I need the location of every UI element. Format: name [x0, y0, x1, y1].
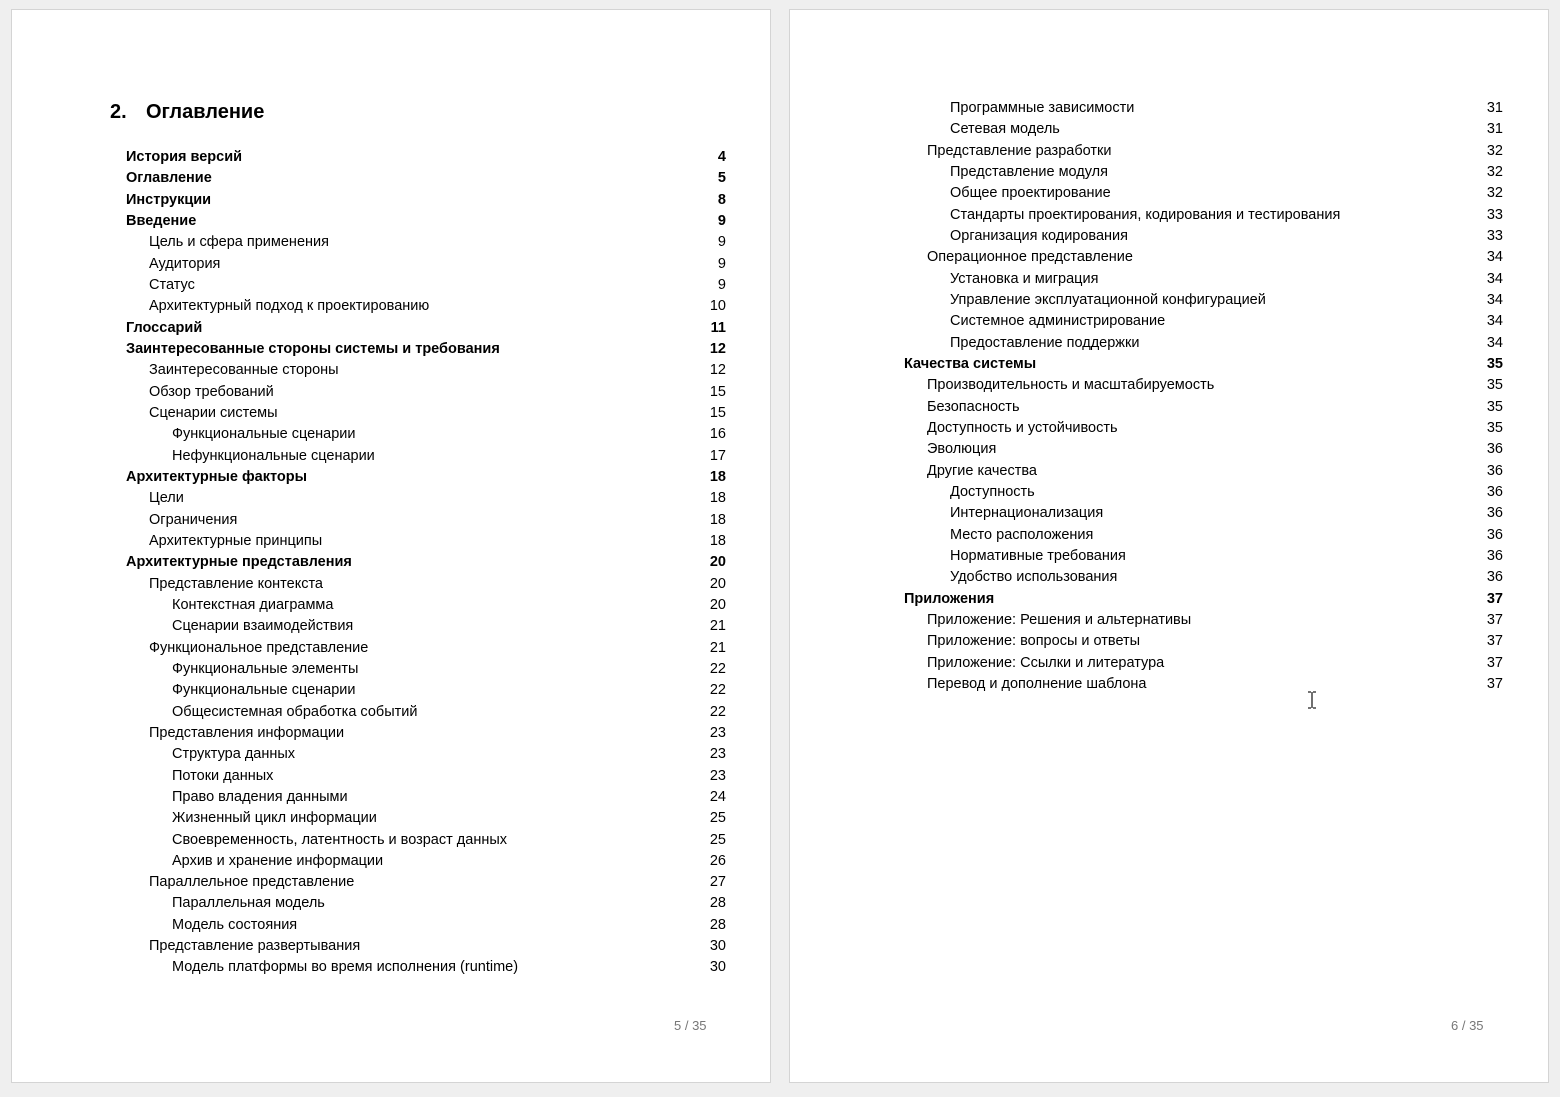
toc-entry-title[interactable]: Функциональные элементы: [172, 660, 359, 677]
toc-entry[interactable]: [790, 290, 1550, 311]
toc-entry-page[interactable]: 32: [1486, 185, 1503, 202]
toc-entry-title[interactable]: Общее проектирование: [950, 185, 1111, 202]
toc-entry-page[interactable]: 36: [1486, 441, 1503, 458]
toc-entry[interactable]: [12, 893, 772, 914]
toc-entry-title[interactable]: Приложение: вопросы и ответы: [927, 633, 1141, 650]
toc-entry-title[interactable]: Нефункциональные сценарии: [172, 447, 375, 464]
toc-entry-title[interactable]: Введение: [126, 212, 197, 229]
toc-entry-title[interactable]: Безопасность: [927, 398, 1020, 415]
toc-entry-title[interactable]: Функциональные сценарии: [172, 682, 356, 699]
toc-entry-title[interactable]: Архив и хранение информации: [172, 852, 384, 869]
toc-entry[interactable]: [790, 439, 1550, 460]
toc-entry-page[interactable]: 20: [709, 554, 726, 571]
toc-entry-page[interactable]: 37: [1486, 590, 1503, 607]
toc-entry-title[interactable]: Параллельная модель: [172, 895, 325, 912]
toc-entry[interactable]: [12, 552, 772, 573]
toc-entry-page[interactable]: 20: [709, 596, 726, 613]
toc-entry-title[interactable]: Статус: [149, 276, 195, 293]
toc-entry-title[interactable]: Представление разработки: [927, 142, 1112, 159]
toc-entry[interactable]: [790, 461, 1550, 482]
toc-entry-title[interactable]: Своевременность, латентность и возраст данных: [172, 831, 508, 848]
text-cursor-icon: [1306, 691, 1318, 709]
toc-entry-title[interactable]: Установка и миграция: [950, 270, 1099, 287]
toc-entry[interactable]: [790, 375, 1550, 396]
toc-entry-page[interactable]: 35: [1486, 377, 1503, 394]
toc-entry-page[interactable]: 9: [717, 234, 726, 251]
toc-entry-page[interactable]: 37: [1486, 611, 1503, 628]
toc-entry[interactable]: [12, 403, 772, 424]
toc-entry-title[interactable]: Сетевая модель: [950, 121, 1060, 138]
toc-entry-page[interactable]: 9: [717, 276, 726, 293]
toc-entry-page[interactable]: 12: [709, 362, 726, 379]
toc-entry-page[interactable]: 30: [709, 938, 726, 955]
toc-entry-page[interactable]: 15: [709, 404, 726, 421]
toc-entry[interactable]: [790, 247, 1550, 268]
toc-entry[interactable]: [790, 631, 1550, 652]
toc-entry[interactable]: [790, 333, 1550, 354]
toc-entry[interactable]: [12, 531, 772, 552]
toc-entry[interactable]: [12, 318, 772, 339]
toc-entry-page[interactable]: 36: [1486, 483, 1503, 500]
toc-entry-page[interactable]: 34: [1486, 334, 1503, 351]
toc-entry-page[interactable]: 23: [709, 724, 726, 741]
toc-entry-page[interactable]: 31: [1486, 100, 1503, 116]
toc-entry[interactable]: [12, 339, 772, 360]
toc-entry-page[interactable]: 20: [709, 575, 726, 592]
toc-entry-page[interactable]: 18: [709, 490, 726, 507]
toc-entry-page[interactable]: 35: [1486, 398, 1503, 415]
toc-entry[interactable]: [790, 397, 1550, 418]
toc-entry-title[interactable]: Инструкции: [126, 191, 212, 208]
toc-entry-title[interactable]: Программные зависимости: [950, 100, 1135, 116]
toc-entry-page[interactable]: 37: [1486, 654, 1503, 671]
toc-entry[interactable]: [12, 702, 772, 723]
toc-entry-title[interactable]: Право владения данными: [172, 788, 348, 805]
toc-entry-title[interactable]: Доступность: [950, 483, 1035, 500]
section-number: 2.: [110, 101, 127, 123]
toc-entry[interactable]: [12, 957, 772, 978]
toc-entry[interactable]: [12, 915, 772, 936]
page-number-footer: 6 / 35: [1451, 1018, 1484, 1033]
toc-entry-title[interactable]: Организация кодирования: [950, 227, 1128, 244]
toc-entry-title[interactable]: Приложение: Решения и альтернативы: [927, 611, 1192, 628]
toc-entry-page[interactable]: 5: [717, 170, 726, 187]
toc-entry[interactable]: [12, 382, 772, 403]
toc-entry-page[interactable]: 21: [709, 618, 726, 635]
toc-entry-page[interactable]: 11: [710, 319, 726, 336]
toc-entry-page[interactable]: 33: [1486, 206, 1503, 223]
toc-entry-title[interactable]: Функциональное представление: [149, 639, 369, 656]
toc-entry-page[interactable]: 32: [1486, 163, 1503, 180]
toc-entry-title[interactable]: Параллельное представление: [149, 874, 355, 891]
toc-entry-page[interactable]: 21: [709, 639, 726, 656]
toc-entry-page[interactable]: 31: [1486, 121, 1503, 138]
toc-entry-title[interactable]: Системное администрирование: [950, 313, 1166, 330]
toc-entry[interactable]: [12, 574, 772, 595]
toc-entry[interactable]: [790, 482, 1550, 503]
toc-entry-title[interactable]: Потоки данных: [172, 767, 274, 784]
toc-entry[interactable]: [790, 525, 1550, 546]
toc-entry-title[interactable]: Предоставление поддержки: [950, 334, 1140, 351]
toc-entry-page[interactable]: 34: [1486, 291, 1503, 308]
toc-entry[interactable]: [790, 226, 1550, 247]
toc-entry[interactable]: [12, 467, 772, 488]
toc-entry[interactable]: [12, 254, 772, 275]
toc-entry-page[interactable]: 32: [1486, 142, 1503, 159]
toc-entry[interactable]: [12, 211, 772, 232]
toc-entry-page[interactable]: 22: [709, 703, 726, 720]
toc-entry-page[interactable]: 10: [709, 298, 726, 315]
toc-entry-page[interactable]: 12: [709, 340, 726, 357]
toc-entry[interactable]: [790, 354, 1550, 375]
toc-entry[interactable]: [12, 190, 772, 211]
toc-entry-title[interactable]: Общесистемная обработка событий: [172, 703, 418, 720]
toc-entry[interactable]: [12, 680, 772, 701]
toc-entry-title[interactable]: Аудитория: [149, 255, 221, 272]
toc-entry[interactable]: [12, 296, 772, 317]
toc-entry[interactable]: [790, 269, 1550, 290]
toc-entry-title[interactable]: Удобство использования: [950, 569, 1118, 586]
toc-entry-page[interactable]: 36: [1486, 505, 1503, 522]
toc-entry-title[interactable]: Оглавление: [126, 170, 212, 187]
toc-entry-page[interactable]: 9: [717, 255, 726, 272]
toc-entry[interactable]: [790, 567, 1550, 588]
toc-entry[interactable]: [12, 168, 772, 189]
toc-entry-page[interactable]: 36: [1486, 569, 1503, 586]
section-title: Оглавление: [146, 101, 265, 123]
toc-entry-title[interactable]: Стандарты проектирования, кодирования и тестирования: [950, 206, 1341, 223]
toc-entry[interactable]: [12, 808, 772, 829]
toc-entry-title[interactable]: Модель платформы во время исполнения (runtime): [172, 959, 519, 976]
toc-entry[interactable]: [790, 119, 1550, 140]
toc-entry[interactable]: [12, 723, 772, 744]
toc-entry-title[interactable]: Структура данных: [172, 746, 296, 763]
toc-entry[interactable]: [12, 595, 772, 616]
toc-entry-page[interactable]: 25: [709, 831, 726, 848]
toc-entry-page[interactable]: 25: [709, 810, 726, 827]
toc-list: [12, 147, 772, 979]
toc-entry[interactable]: [12, 744, 772, 765]
toc-entry-page[interactable]: 37: [1486, 675, 1503, 692]
toc-entry-title[interactable]: Обзор требований: [149, 383, 274, 400]
toc-entry-title[interactable]: Архитектурные принципы: [149, 532, 323, 549]
toc-entry-page[interactable]: 35: [1486, 355, 1503, 372]
toc-entry[interactable]: [12, 872, 772, 893]
toc-entry[interactable]: [12, 446, 772, 467]
toc-entry[interactable]: [790, 205, 1550, 226]
toc-entry-page[interactable]: 15: [709, 383, 726, 400]
toc-entry[interactable]: [12, 232, 772, 253]
toc-entry-page[interactable]: 4: [717, 149, 726, 165]
toc-entry[interactable]: [790, 183, 1550, 204]
toc-entry-page[interactable]: 26: [709, 852, 726, 869]
toc-entry-page[interactable]: 18: [709, 468, 726, 485]
toc-entry[interactable]: [12, 424, 772, 445]
toc-entry-title[interactable]: Ограничения: [149, 511, 238, 528]
toc-entry-title[interactable]: Архитектурные представления: [126, 554, 352, 571]
toc-entry-page[interactable]: 34: [1486, 249, 1503, 266]
toc-entry-title[interactable]: Другие качества: [927, 462, 1037, 479]
toc-entry-page[interactable]: 18: [709, 511, 726, 528]
toc-entry[interactable]: [12, 659, 772, 680]
toc-entry-page[interactable]: 34: [1486, 270, 1503, 287]
toc-entry-title[interactable]: Управление эксплуатационной конфигурацией: [950, 291, 1266, 308]
toc-entry[interactable]: [12, 830, 772, 851]
toc-entry[interactable]: [790, 546, 1550, 567]
toc-entry-title[interactable]: Цели: [149, 490, 184, 507]
toc-entry-title[interactable]: Качества системы: [904, 355, 1037, 372]
toc-entry-title[interactable]: Приложение: Ссылки и литература: [927, 654, 1165, 671]
toc-entry-page[interactable]: 36: [1486, 526, 1503, 543]
toc-entry-page[interactable]: 18: [709, 532, 726, 549]
toc-entry-title[interactable]: Архитектурные факторы: [126, 468, 307, 485]
toc-entry-page[interactable]: 33: [1486, 227, 1503, 244]
document-page-6: [789, 9, 1549, 1083]
toc-entry[interactable]: [12, 766, 772, 787]
toc-entry-page[interactable]: 23: [709, 746, 726, 763]
toc-entry-title[interactable]: Представление модуля: [950, 163, 1108, 180]
toc-entry-page[interactable]: 37: [1486, 633, 1503, 650]
toc-entry-page[interactable]: 27: [709, 874, 726, 891]
toc-entry[interactable]: [12, 488, 772, 509]
toc-entry[interactable]: [12, 510, 772, 531]
toc-entry-title[interactable]: Представления информации: [149, 724, 345, 741]
toc-entry[interactable]: [790, 503, 1550, 524]
toc-entry[interactable]: [790, 589, 1550, 610]
toc-entry-page[interactable]: 16: [709, 426, 726, 443]
toc-entry[interactable]: [790, 653, 1550, 674]
toc-entry-page[interactable]: 24: [709, 788, 726, 805]
toc-entry[interactable]: [12, 147, 772, 168]
toc-entry-title[interactable]: Функциональные сценарии: [172, 426, 356, 443]
toc-entry-page[interactable]: 28: [709, 895, 726, 912]
page-number-footer: 5 / 35: [674, 1018, 707, 1033]
toc-list: [790, 98, 1550, 695]
toc-entry[interactable]: [790, 311, 1550, 332]
toc-entry-title[interactable]: Сценарии системы: [149, 404, 278, 421]
toc-entry[interactable]: [12, 275, 772, 296]
toc-entry-title[interactable]: Интернационализация: [950, 505, 1104, 522]
toc-entry-page[interactable]: 34: [1486, 313, 1503, 330]
toc-entry[interactable]: [12, 360, 772, 381]
toc-entry-title[interactable]: Заинтересованные стороны: [149, 362, 339, 379]
toc-entry-title[interactable]: Место расположения: [950, 526, 1094, 543]
toc-entry[interactable]: [790, 418, 1550, 439]
toc-entry-page[interactable]: 36: [1486, 547, 1503, 564]
toc-entry-title[interactable]: Операционное представление: [927, 249, 1133, 266]
toc-entry-page[interactable]: 9: [717, 212, 726, 229]
toc-entry[interactable]: [790, 674, 1550, 695]
toc-entry-page[interactable]: 35: [1486, 419, 1503, 436]
toc-entry-page[interactable]: 22: [709, 660, 726, 677]
toc-entry-page[interactable]: 36: [1486, 462, 1503, 479]
toc-entry-title[interactable]: История версий: [126, 149, 243, 165]
toc-entry-title[interactable]: Эволюция: [927, 441, 997, 458]
toc-entry[interactable]: [12, 936, 772, 957]
toc-entry[interactable]: [790, 141, 1550, 162]
toc-entry-title[interactable]: Контекстная диаграмма: [172, 596, 334, 613]
toc-entry-title[interactable]: Представление контекста: [149, 575, 323, 592]
toc-entry[interactable]: [12, 638, 772, 659]
toc-entry-page[interactable]: 23: [709, 767, 726, 784]
toc-entry[interactable]: [12, 851, 772, 872]
toc-entry-title[interactable]: Заинтересованные стороны системы и требования: [126, 340, 500, 357]
toc-entry-title[interactable]: Перевод и дополнение шаблона: [927, 675, 1147, 692]
toc-entry-title[interactable]: Представление развертывания: [149, 938, 361, 955]
toc-entry-page[interactable]: 30: [709, 959, 726, 976]
toc-entry[interactable]: [790, 98, 1550, 119]
toc-entry-page[interactable]: 28: [709, 916, 726, 933]
toc-entry-title[interactable]: Сценарии взаимодействия: [172, 618, 354, 635]
toc-entry[interactable]: [790, 610, 1550, 631]
toc-entry-title[interactable]: Глоссарий: [126, 319, 203, 336]
toc-entry-title[interactable]: Доступность и устойчивость: [927, 419, 1118, 436]
toc-entry-title[interactable]: Производительность и масштабируемость: [927, 377, 1215, 394]
toc-entry[interactable]: [790, 162, 1550, 183]
toc-entry-title[interactable]: Жизненный цикл информации: [172, 810, 377, 827]
section-heading: [110, 101, 264, 124]
toc-entry[interactable]: [12, 616, 772, 637]
toc-entry-page[interactable]: 22: [709, 682, 726, 699]
toc-entry-title[interactable]: Нормативные требования: [950, 547, 1126, 564]
toc-entry-page[interactable]: 8: [717, 191, 726, 208]
toc-entry-page[interactable]: 17: [709, 447, 726, 464]
document-page-5: [11, 9, 771, 1083]
toc-entry-title[interactable]: Архитектурный подход к проектированию: [149, 298, 430, 315]
toc-entry-title[interactable]: Цель и сфера применения: [149, 234, 329, 251]
toc-entry[interactable]: [12, 787, 772, 808]
toc-entry-title[interactable]: Приложения: [904, 590, 995, 607]
toc-entry-title[interactable]: Модель состояния: [172, 916, 298, 933]
